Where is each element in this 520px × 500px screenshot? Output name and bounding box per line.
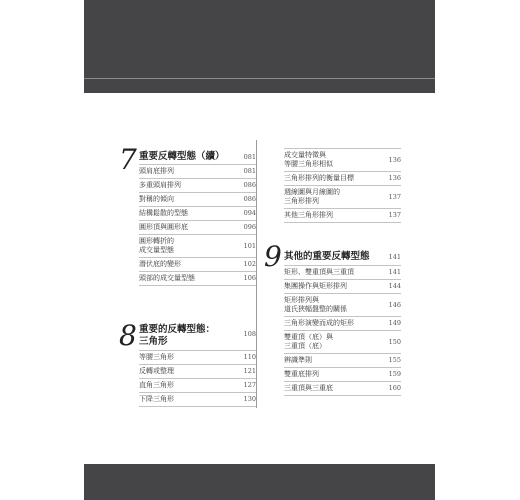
toc-entry-label: 頭部的成交量型態: [139, 274, 195, 282]
toc-entry[interactable]: [284, 331, 401, 354]
toc-entry-page: 160: [388, 384, 401, 392]
top-banner: [84, 0, 435, 93]
toc-entry-page: 155: [388, 356, 401, 364]
toc-entry-label: 三重頂與三重底: [284, 384, 333, 392]
chapter-9-entries: [264, 265, 401, 396]
toc-entry[interactable]: [284, 209, 401, 223]
toc-entry-label: 辨識準則: [284, 356, 312, 364]
toc-entry[interactable]: [139, 235, 256, 258]
toc-entry-page: 136: [388, 155, 401, 164]
toc-entry[interactable]: [284, 172, 401, 186]
toc-entry-page: 101: [243, 241, 256, 250]
toc-entry[interactable]: [139, 272, 256, 286]
toc-entry-page: 144: [388, 282, 401, 290]
toc-entry-page: 136: [388, 174, 401, 182]
toc-entry-label: 矩形、雙重頂與三重頂: [284, 268, 354, 276]
toc-left-column: [119, 143, 256, 407]
toc-entry-label: 下降三角形: [139, 395, 174, 403]
toc-entry-label: 三角形排列的衡量目標: [284, 174, 354, 182]
toc-entry[interactable]: [284, 317, 401, 331]
toc-entry-label: 結構鬆散的型態: [139, 209, 188, 217]
toc-entry-label: 成交量特徵與 等腰三角形相似: [284, 151, 333, 168]
toc-entry[interactable]: [139, 179, 256, 193]
chapter-page: 141: [388, 253, 401, 261]
toc-entry[interactable]: [139, 258, 256, 272]
bottom-banner: [84, 464, 435, 500]
toc-entry[interactable]: [284, 186, 401, 209]
toc-entry[interactable]: [284, 280, 401, 294]
chapter-8-continued-entries: [264, 148, 401, 223]
toc-entry-page: 096: [243, 223, 256, 231]
toc-entry-label: 雙重頂（底）與 三重頂（底）: [284, 333, 333, 350]
toc-entry-page: 086: [243, 181, 256, 189]
toc-entry[interactable]: [284, 382, 401, 396]
toc-entry-page: 150: [388, 337, 401, 346]
banner-rule: [84, 78, 435, 79]
toc-entry-label: 潛伏底的變形: [139, 260, 181, 268]
chapter-page: 081: [243, 153, 256, 161]
toc-entry[interactable]: [284, 294, 401, 317]
chapter-8-entries: [119, 350, 256, 407]
toc-entry-page: 121: [243, 367, 256, 375]
toc-entry-label: 圓形轉折的 成交量型態: [139, 237, 174, 254]
toc-entry-page: 081: [243, 167, 256, 175]
toc-entry-page: 146: [388, 300, 401, 309]
toc-entry-page: 137: [388, 211, 401, 219]
toc-entry[interactable]: [139, 393, 256, 407]
toc-entry-label: 週線圖與月線圖的 三角形排列: [284, 188, 340, 205]
toc-entry[interactable]: [139, 350, 256, 365]
chapter-title: 重要的反轉型態： 三角形: [139, 324, 216, 347]
toc-entry-label: 直角三角形: [139, 381, 174, 389]
toc-entry[interactable]: [284, 265, 401, 280]
toc-entry[interactable]: [139, 365, 256, 379]
chapter-8-heading: [119, 320, 256, 350]
toc-entry-label: 其他三角形排列: [284, 211, 333, 219]
toc-entry[interactable]: [139, 207, 256, 221]
toc-entry-label: 反轉或整理: [139, 367, 174, 375]
toc-entry-page: 094: [243, 209, 256, 217]
toc-entry[interactable]: [284, 368, 401, 382]
toc-entry-page: 130: [243, 395, 256, 403]
toc-entry[interactable]: [284, 354, 401, 368]
toc-entry-label: 多重頭肩排列: [139, 181, 181, 189]
toc-entry[interactable]: [139, 221, 256, 235]
toc-entry-label: 對稱的傾向: [139, 195, 174, 203]
chapter-number: 8: [119, 319, 137, 352]
toc-entry-page: 149: [388, 319, 401, 327]
toc-entry[interactable]: [139, 193, 256, 207]
chapter-page: 108: [243, 330, 256, 338]
toc-entry-page: 106: [243, 274, 256, 282]
toc-entry-page: 110: [243, 353, 256, 361]
chapter-title: 其他的重要反轉型態: [284, 251, 370, 262]
toc-entry-page: 086: [243, 195, 256, 203]
column-divider: [256, 140, 257, 408]
toc-entry-label: 雙重底排列: [284, 370, 319, 378]
chapter-number: 9: [264, 240, 282, 273]
toc-entry-page: 102: [243, 260, 256, 268]
toc-entry-label: 三角形演變而成的矩形: [284, 319, 354, 327]
toc-entry-label: 圓形頂與圓形底: [139, 223, 188, 231]
toc-entry-page: 159: [388, 370, 401, 378]
toc-entry-label: 矩形排列與 道氏狹幅盤整的關係: [284, 296, 347, 313]
toc-entry-page: 141: [388, 268, 401, 276]
chapter-title: 重要反轉型態（續）: [139, 151, 225, 162]
toc-entry-page: 137: [388, 192, 401, 201]
toc-entry-label: 頭肩底排列: [139, 167, 174, 175]
toc-entry[interactable]: [139, 164, 256, 179]
chapter-number: 7: [119, 143, 137, 176]
toc-right-column: [264, 148, 401, 396]
toc-entry-label: 集團操作與矩形排列: [284, 282, 347, 290]
toc-entry[interactable]: [139, 379, 256, 393]
toc-entry-label: 等腰三角形: [139, 353, 174, 361]
toc-entry-page: 127: [243, 381, 256, 389]
toc-entry[interactable]: [284, 148, 401, 172]
chapter-7-entries: [119, 164, 256, 286]
